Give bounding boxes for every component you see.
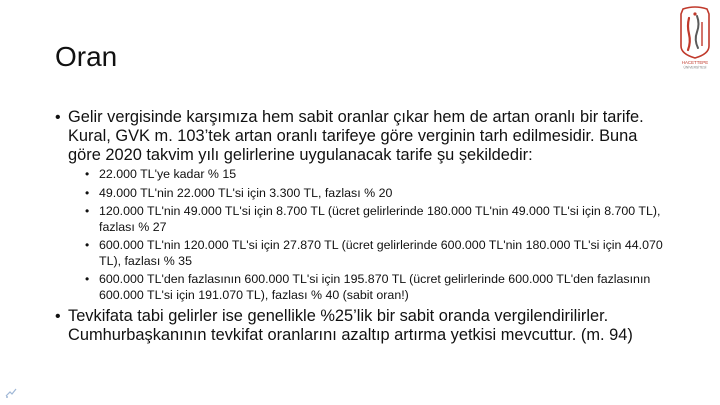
sub-bullet-item — [83, 238, 668, 269]
bullet-text: Gelir vergisinde karşımıza hem sabit oranlar çıkar hem de artan oranlı bir tarife. Kural, GVK m. 103’tek artan oranlı tarifeye göre verginin tarh edilmesidir. Buna göre 2020 takvim yılı gelirlerine uygulanacak tarife şu şekildedir: — [68, 108, 644, 164]
sub-bullet-item — [83, 167, 668, 183]
bullet-item-tevkifat — [55, 307, 670, 345]
sub-bullet-glyph: • — [85, 238, 90, 252]
sub-bullet-text: 600.000 TL'den fazlasının 600.000 TL'si için 195.870 TL (ücret gelirlerinde 600.000 TL'den fazlasının 600.000 TL'si için 191.070 TL), fazlası % 40 (sabit oran!) — [99, 272, 651, 302]
sub-bullet-list — [68, 167, 668, 303]
sub-bullet-text: 120.000 TL'nin 49.000 TL'si için 8.700 TL (ücret gelirlerinde 180.000 TL'nin 49.000 TL'si için 8.700 TL), fazlası % 27 — [99, 204, 661, 234]
bullet-item-tarife — [55, 108, 670, 303]
bullet-glyph: • — [55, 308, 61, 325]
sub-bullet-glyph: • — [85, 167, 90, 181]
sub-bullet-item — [83, 186, 668, 202]
slide-title: Oran — [55, 41, 118, 72]
hacettepe-university-logo — [675, 6, 715, 70]
sub-bullet-item — [83, 204, 668, 235]
bullet-list — [55, 108, 670, 345]
slide-navigation-icon[interactable] — [4, 386, 18, 400]
logo-text-line2: ÜNİVERSİTESİ — [683, 65, 707, 70]
sub-bullet-glyph: • — [85, 272, 90, 286]
slide-body — [55, 108, 670, 349]
sub-bullet-text: 22.000 TL'ye kadar % 15 — [99, 167, 237, 181]
bullet-text: Tevkifata tabi gelirler ise genellikle %25’lik bir sabit oranda vergilendirilirler. Cumhurbaşkanının tevkifat oranlarını azaltıp artırma yetkisi mevcuttur. (m. 94) — [68, 307, 633, 344]
logo-text-line1: HACETTEPE — [681, 60, 709, 65]
sub-bullet-glyph: • — [85, 185, 90, 200]
sub-bullet-text: 600.000 TL'nin 120.000 TL'si için 27.870 TL (ücret gelirlerinde 600.000 TL'nin 180.000 TL'si için 44.070 TL), fazlası % 35 — [99, 238, 663, 268]
sub-bullet-text: 49.000 TL'nin 22.000 TL'si için 3.300 TL, fazlası % 20 — [99, 185, 393, 200]
sub-bullet-item — [83, 272, 668, 303]
bullet-glyph: • — [55, 109, 61, 126]
sub-bullet-glyph: • — [85, 204, 90, 218]
